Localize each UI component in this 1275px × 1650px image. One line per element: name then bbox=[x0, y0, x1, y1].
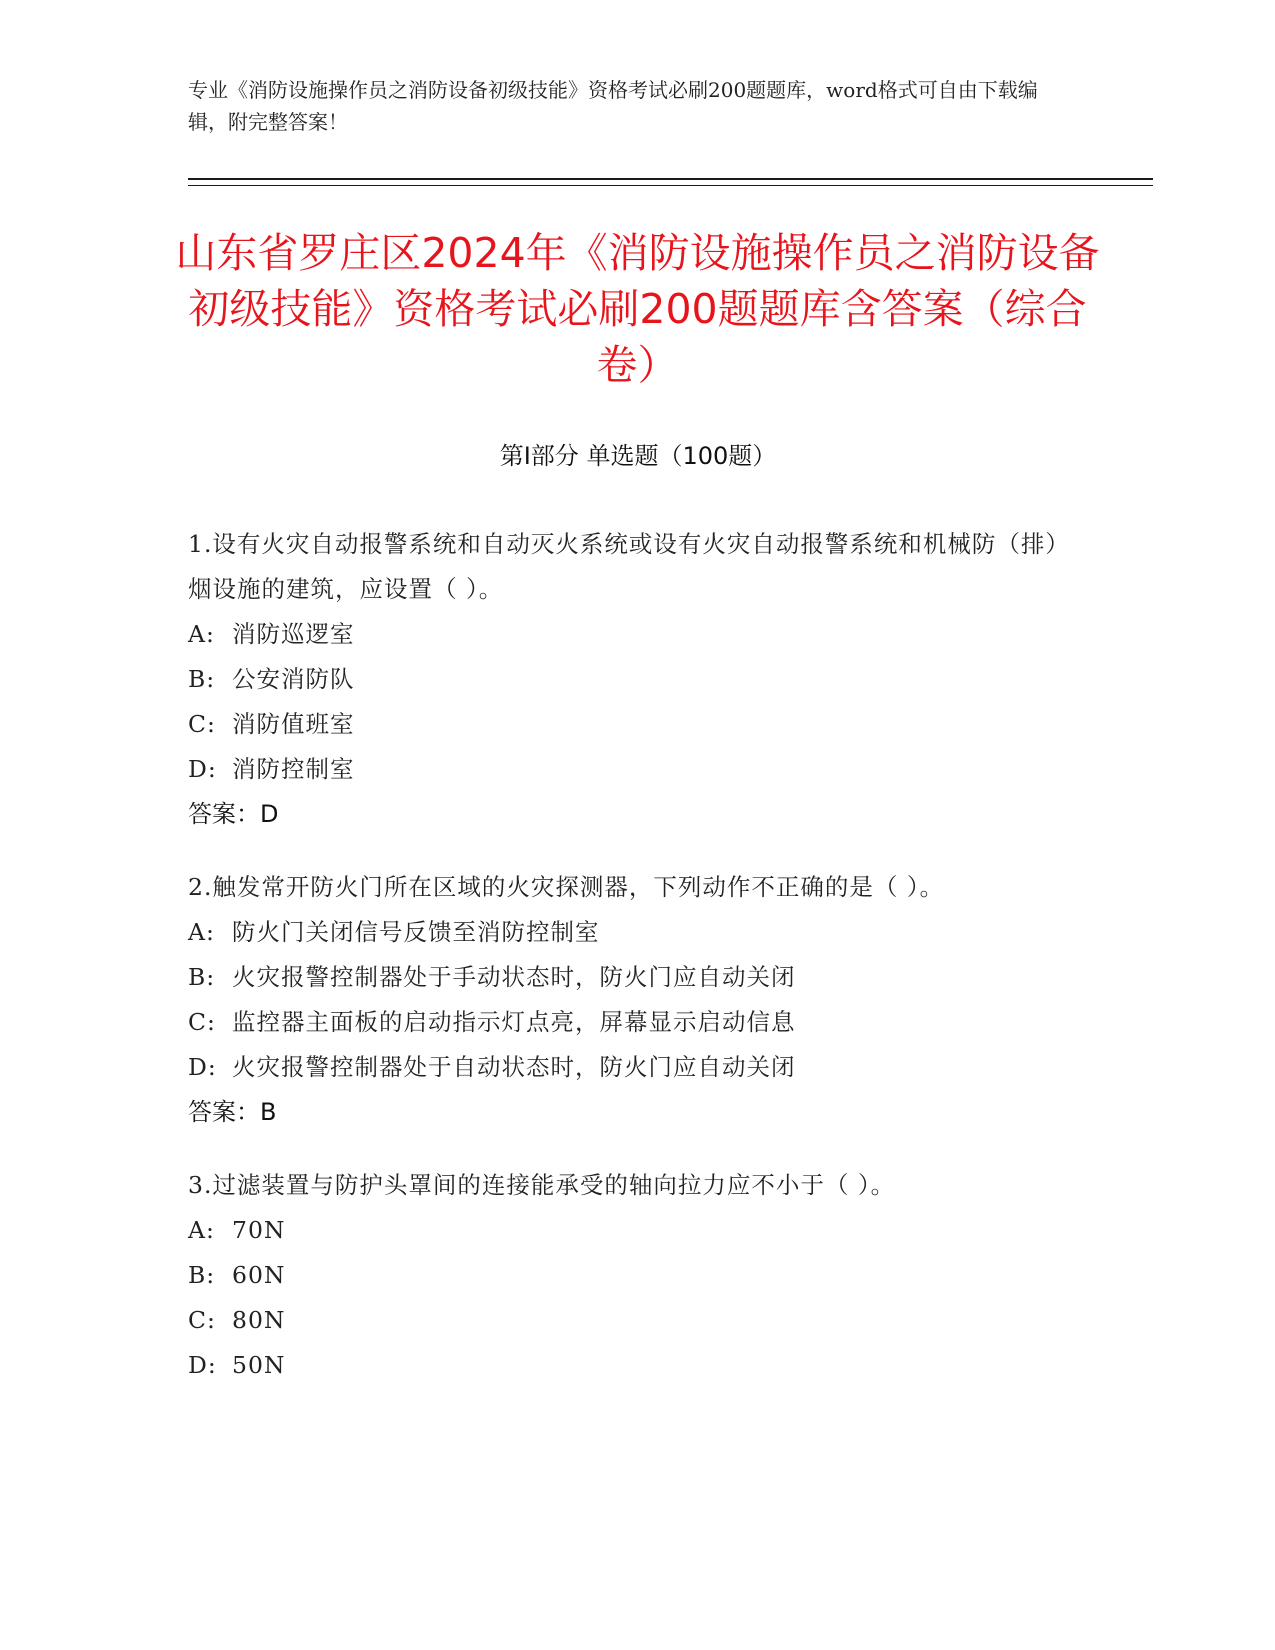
option-d bbox=[188, 1343, 1068, 1388]
header-rule-thick bbox=[188, 178, 1153, 180]
option-text: 50N bbox=[232, 1351, 286, 1379]
option-a bbox=[188, 1208, 1068, 1253]
question-item bbox=[188, 522, 1068, 837]
option-text: 消防控制室 bbox=[232, 755, 355, 783]
header-rule-thin bbox=[188, 185, 1153, 186]
option-text: 80N bbox=[232, 1306, 286, 1334]
option-key: D: bbox=[188, 1351, 217, 1379]
option-b bbox=[188, 955, 1068, 1000]
section-title: 第I部分 单选题（100题） bbox=[499, 442, 777, 470]
question-stem: 3.过滤装置与防护头罩间的连接能承受的轴向拉力应不小于（ ）。 bbox=[188, 1171, 896, 1199]
option-b bbox=[188, 657, 1068, 702]
option-key: C: bbox=[188, 710, 216, 738]
answer-line: 答案：D bbox=[188, 800, 279, 828]
option-text: 监控器主面板的启动指示灯点亮，屏幕显示启动信息 bbox=[232, 1008, 796, 1036]
option-a bbox=[188, 910, 1068, 955]
option-c bbox=[188, 1298, 1068, 1343]
option-c bbox=[188, 702, 1068, 747]
option-text: 火灾报警控制器处于自动状态时，防火门应自动关闭 bbox=[232, 1053, 796, 1081]
option-text: 消防巡逻室 bbox=[232, 620, 355, 648]
option-d bbox=[188, 747, 1068, 792]
option-key: B: bbox=[188, 1261, 216, 1289]
question-stem: 1.设有火灾自动报警系统和自动灭火系统或设有火灾自动报警系统和机械防（排）烟设施的建筑，应设置（ ）。 bbox=[188, 530, 1059, 603]
option-key: B: bbox=[188, 963, 216, 991]
option-key: C: bbox=[188, 1306, 216, 1334]
option-key: B: bbox=[188, 665, 216, 693]
option-key: A: bbox=[188, 620, 215, 648]
option-key: D: bbox=[188, 755, 217, 783]
question-item bbox=[188, 865, 1068, 1135]
option-b bbox=[188, 1253, 1068, 1298]
option-a bbox=[188, 612, 1068, 657]
question-list bbox=[188, 522, 1068, 1416]
option-text: 公安消防队 bbox=[232, 665, 355, 693]
option-key: D: bbox=[188, 1053, 217, 1081]
question-item bbox=[188, 1163, 1068, 1388]
option-key: C: bbox=[188, 1008, 216, 1036]
option-text: 火灾报警控制器处于手动状态时，防火门应自动关闭 bbox=[232, 963, 796, 991]
header-note: 专业《消防设施操作员之消防设备初级技能》资格考试必刷200题题库，word格式可自由下载编辑，附完整答案！ bbox=[188, 78, 1038, 134]
option-d bbox=[188, 1045, 1068, 1090]
option-text: 消防值班室 bbox=[232, 710, 355, 738]
option-key: A: bbox=[188, 918, 215, 946]
document-title: 山东省罗庄区2024年《消防设施操作员之消防设备初级技能》资格考试必刷200题题库含答案（综合卷） bbox=[175, 229, 1100, 389]
option-c bbox=[188, 1000, 1068, 1045]
option-text: 防火门关闭信号反馈至消防控制室 bbox=[232, 918, 600, 946]
option-text: 60N bbox=[232, 1261, 286, 1289]
option-text: 70N bbox=[232, 1216, 286, 1244]
question-stem: 2.触发常开防火门所在区域的火灾探测器，下列动作不正确的是（ ）。 bbox=[188, 873, 945, 901]
answer-line: 答案：B bbox=[188, 1098, 277, 1126]
option-key: A: bbox=[188, 1216, 215, 1244]
